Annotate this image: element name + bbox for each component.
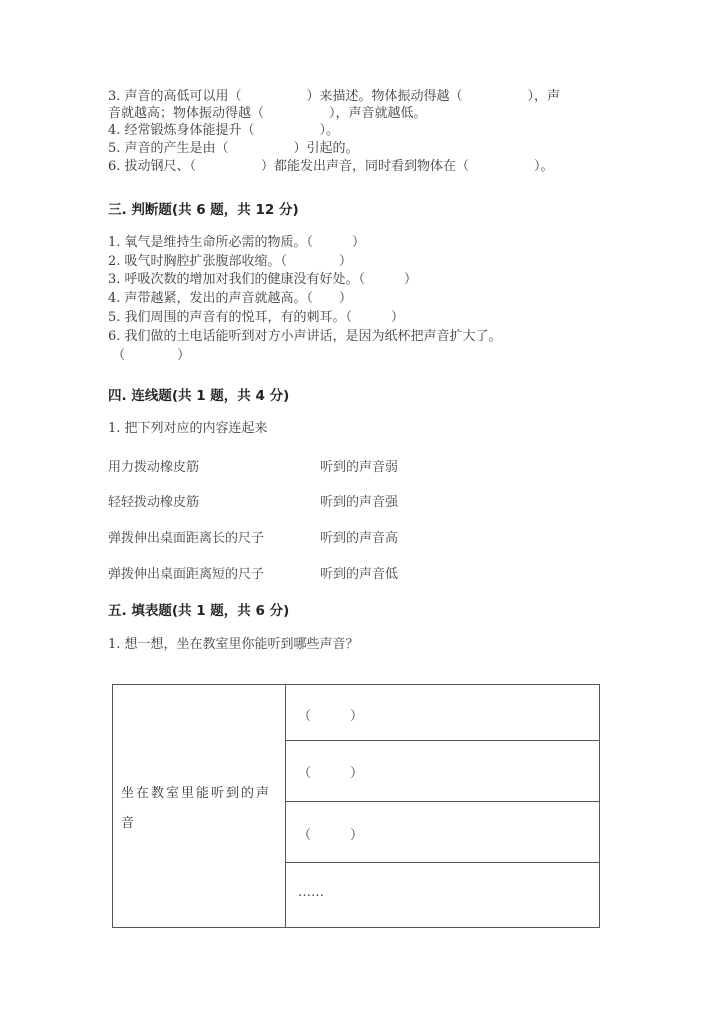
- match-left-4: 弹拨伸出桌面距离短的尺子: [108, 567, 265, 582]
- match-left-2: 轻轻拨动橡皮筋: [108, 495, 200, 510]
- table-row-2: [286, 741, 599, 802]
- fill-blank-line-1: 3. 声音的高低可以用（ ）来描述。物体振动得越（ ），声: [108, 89, 561, 104]
- judge-item-3: 3. 呼吸次数的增加对我们的健康没有好处。（ ）: [108, 272, 418, 287]
- match-left-1: 用力拨动橡皮筋: [108, 460, 200, 475]
- judge-item-5: 5. 我们周围的声音有的悦耳，有的刺耳。（ ）: [108, 310, 405, 325]
- table-section-heading: 五. 填表题(共 1 题，共 6 分): [108, 603, 290, 619]
- table-row-3-blank: （ ）: [298, 828, 364, 843]
- judge-item-2: 2. 吸气时胸腔扩张腹部收缩。（ ）: [108, 254, 353, 269]
- table-row-3: [286, 802, 599, 863]
- table-row-1: [286, 685, 599, 741]
- match-right-3: 听到的声音高: [320, 531, 399, 546]
- judge-item-6: 6. 我们做的土电话能听到对方小声讲话，是因为纸杯把声音扩大了。: [108, 329, 502, 344]
- table-row-1-blank: （ ）: [298, 709, 364, 724]
- match-section-heading: 四. 连线题(共 1 题，共 4 分): [108, 388, 290, 404]
- match-right-4: 听到的声音低: [320, 567, 399, 582]
- table-left-label: 坐在教室里能听到的声音: [121, 786, 272, 831]
- judge-section-heading: 三. 判断题(共 6 题，共 12 分): [108, 202, 299, 218]
- table-left-cell: [113, 685, 286, 927]
- match-right-2: 听到的声音强: [320, 495, 399, 510]
- table-question: 1. 想一想，坐在教室里你能听到哪些声音？: [108, 637, 359, 652]
- match-question: 1. 把下列对应的内容连起来: [108, 421, 268, 436]
- match-left-3: 弹拨伸出桌面距离长的尺子: [108, 531, 265, 546]
- table-row-2-blank: （ ）: [298, 766, 364, 781]
- match-right-1: 听到的声音弱: [320, 460, 399, 475]
- table-row-4: [286, 863, 599, 927]
- fill-blank-line-4: 5. 声音的产生是由（ ）引起的。: [108, 141, 359, 156]
- judge-item-1: 1. 氧气是维持生命所必需的物质。（ ）: [108, 235, 366, 250]
- table-row-4-ellipsis: ……: [298, 885, 324, 900]
- fill-blank-line-5: 6. 拔动钢尺、（ ）都能发出声音，同时看到物体在（ ）。: [108, 159, 554, 174]
- fill-blank-line-3: 4. 经常锻炼身体能提升（ ）。: [108, 123, 340, 138]
- fill-blank-line-2: 音就越高；物体振动得越（ ），声音就越低。: [108, 106, 427, 121]
- judge-item-6-blank: （ ）: [108, 348, 191, 363]
- sound-table: [112, 684, 600, 928]
- judge-item-4: 4. 声带越紧，发出的声音就越高。（ ）: [108, 291, 353, 306]
